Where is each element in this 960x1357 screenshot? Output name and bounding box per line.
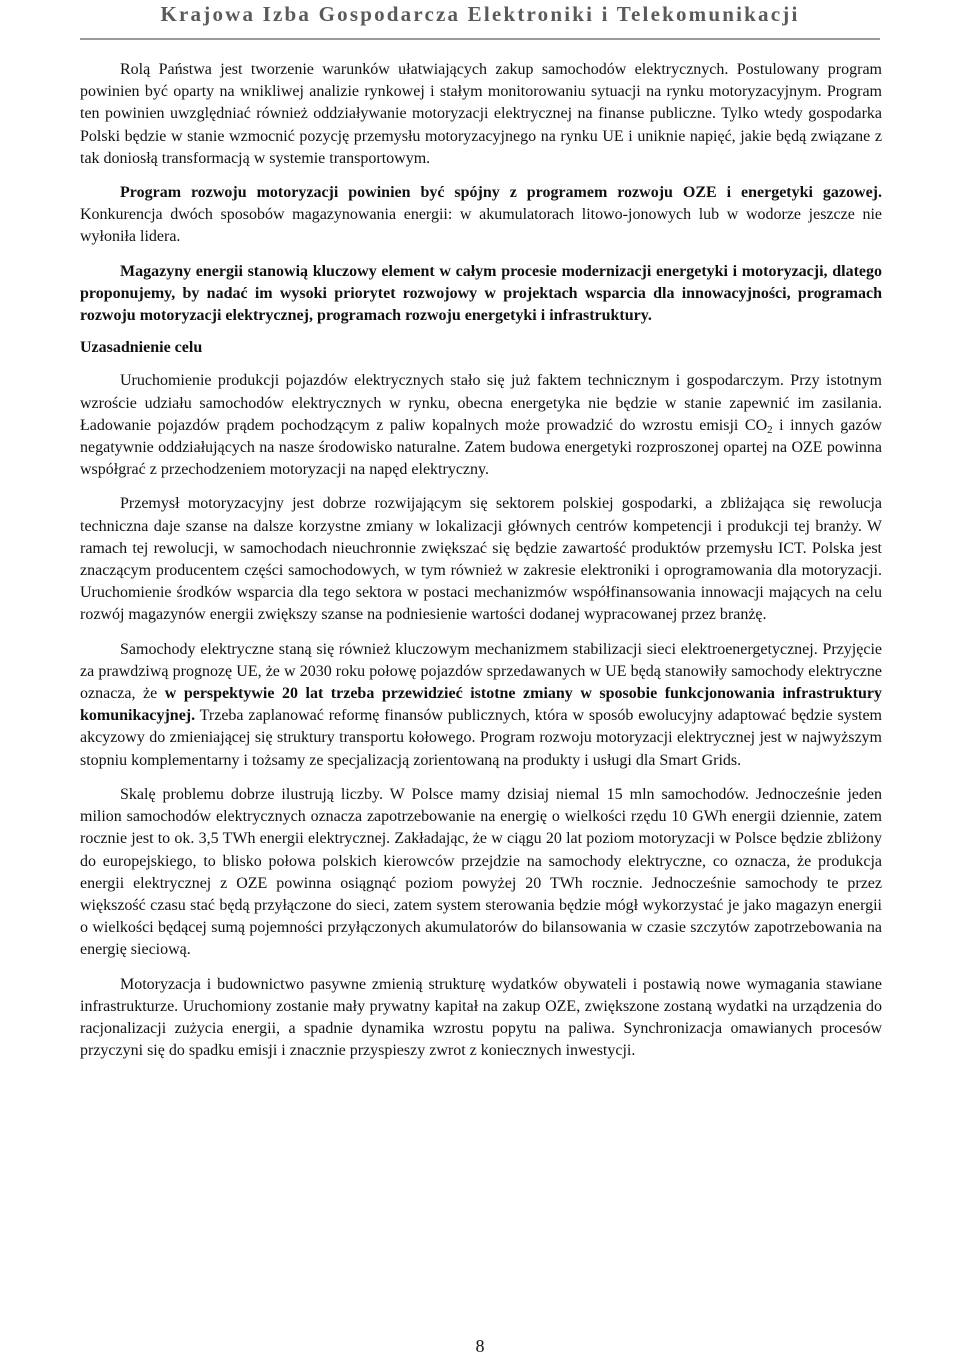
paragraph-8: Motoryzacja i budownictwo pasywne zmienią strukturę wydatków obywateli i postawią nowe wymagania stawiane infrastrukturze. Uruchomiony zostanie mały prywatny kapitał na zakup OZE, zwiększone zostaną wydatki na urządzenia do racjonalizacji zużycia energii, a spadnie dynamika wzrostu popytu na paliwa. Synchronizacja omawianych procesów przyczyni się do spadku emisji i znacznie przyspieszy zwrot z koniecznych inwestycji. <box>80 975 882 1060</box>
section-heading: Uzasadnienie celu <box>80 339 203 357</box>
document-body <box>80 59 882 1074</box>
paragraph-2-rest: Konkurencja dwóch sposobów magazynowania energii: w akumulatorach litowo-jonowych lub w wodorze jeszcze nie wyłoniła lidera. <box>80 206 882 246</box>
paragraph-6 <box>80 639 882 772</box>
co2-subscript: 2 <box>767 423 773 436</box>
paragraph-3-bold: Magazyny energii stanowią kluczowy element w całym procesie modernizacji energetyki i motoryzacji, dlatego proponujemy, by nadać im wysoki priorytet rozwojowy w projektach wsparcia dla innowacyjności, programach rozwoju motoryzacji elektrycznej, programach rozwoju energetyki i infrastruktury. <box>80 262 882 325</box>
header-rule <box>80 38 880 40</box>
paragraph-7: Skalę problemu dobrze ilustrują liczby. W Polsce mamy dzisiaj niemal 15 mln samochodów. Jednocześnie jeden milion samochodów elektrycznych oznacza zapotrzebowanie na energię o wielkości rzędu 10 GWh energii dziennie, zatem rocznie jest to ok. 3,5 TWh energii elektrycznej. Zakładając, że w ciągu 20 lat poziom motoryzacji w Polsce będzie zbliżony do europejskiego, to blisko połowa polskich kierowców przejdzie na samochody elektryczne, co oznacza, że produkcja energii elektrycznej z OZE powinna osiągnąć poziom powyżej 20 TWh rocznie. Jednocześnie samochody te przez większość czasu stać będą przyłączone do sieci, zatem system sterowania będzie mógł wykorzystać je jako magazyn energii o wielkości będącej sumą pojemności przyłączonych akumulatorów do bilansowania w czasie szczytów zapotrzebowania na energię sieciową. <box>80 785 882 959</box>
paragraph-2 <box>80 182 882 249</box>
header-title: Krajowa Izba Gospodarcza Elektroniki i Telekomunikacji <box>160 2 800 26</box>
paragraph-6-text-b: Trzeba zaplanować reformę finansów publicznych, która w sposób ewolucyjny adaptować będzie system akcyzowy do zmieniającej się struktury transportu kołowego. Program rozwoju motoryzacji elektrycznej jest w najwyższym stopniu komplementarny i tożsamy ze specjalizacją zorientowaną na produkty i usługi dla Smart Grids. <box>80 707 882 769</box>
page-number: 8 <box>475 1336 485 1356</box>
paragraph-3 <box>80 261 882 328</box>
paragraph-2-bold: Program rozwoju motoryzacji powinien być spójny z programem rozwoju OZE i energetyki gazowej. <box>120 184 882 202</box>
paragraph-5: Przemysł motoryzacyjny jest dobrze rozwijającym się sektorem polskiej gospodarki, a zbliżająca się rewolucja techniczna daje szanse na dalsze korzystne zmiany w lokalizacji głównych centrów kompetencji i produkcji tej branży. W ramach tej rewolucji, w samochodach nieuchronnie zwiększać się będzie zawartość produktów przemysłu ICT. Polska jest znaczącym producentem części samochodowych, w tym również w zakresie elektroniki i oprogramowania dla motoryzacji. Uruchomienie środków wsparcia dla tego sektora w postaci mechanizmów współfinansowania innowacji mających na celu rozwój magazynów energii zwiększy szanse na podniesienie wartości dodanej wypracowanej przez branżę. <box>80 495 882 624</box>
page-header <box>0 0 960 40</box>
paragraph-6-bold: w perspektywie 20 lat trzeba przewidzieć istotne zmiany w sposobie funkcjonowania infrastruktury komunikacyjnej. <box>80 685 883 725</box>
paragraph-4 <box>80 370 882 481</box>
paragraph-4-text-a: Uruchomienie produkcji pojazdów elektrycznych stało się już faktem technicznym i gospodarczym. Przy istotnym wzroście udziału samochodów elektrycznych w rynku, obecna energetyka nie będzie w stanie zapewnić im zasilania. Ładowanie pojazdów prądem pochodzącym z paliw kopalnych może prowadzić do wzrostu emisji CO <box>80 372 882 434</box>
paragraph-6-text-a: Samochody elektryczne staną się również kluczowym mechanizmem stabilizacji sieci elektroenergetycznej. Przyjęcie za prawdziwą prognozę UE, że w 2030 roku połowę pojazdów sprzedawanych w UE będą stanowiły samochody elektryczne oznacza, że <box>80 640 882 703</box>
paragraph-1: Rolą Państwa jest tworzenie warunków ułatwiających zakup samochodów elektrycznych. Postulowany program powinien być oparty na wnikliwej analizie rynkowej i stałym monitorowaniu sytuacji na rynku motoryzacyjnym. Program ten powinien uwzględniać również oddziaływanie motoryzacji elektrycznej na finanse publiczne. Tylko wtedy gospodarka Polski będzie w stanie wzmocnić pozycję przemysłu motoryzacyjnego na rynku UE i uniknie napięć, jakie będą związane z tak doniosłą transformacją w systemie transportowym. <box>80 61 882 167</box>
paragraph-4-text-b: i innych gazów negatywnie oddziałujących na nasze środowisko naturalne. Zatem budowa energetyki rozproszonej opartej na OZE powinna współgrać z przechodzeniem motoryzacji na napęd elektryczny. <box>80 416 883 479</box>
